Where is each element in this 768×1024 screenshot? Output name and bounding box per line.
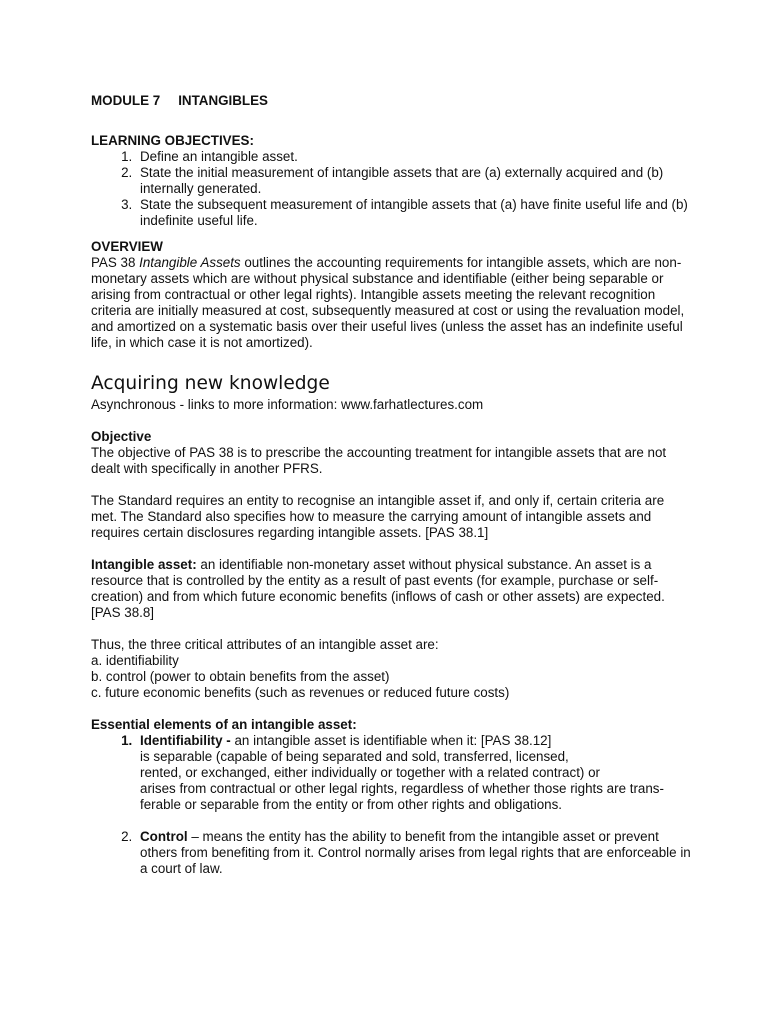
essential-elements-list [91,733,691,877]
objective-item: 1. Define an intangible asset. [136,149,691,165]
overview-section [91,239,691,351]
element-term: Identifiability - [140,733,231,748]
definition-term: Intangible asset: [91,557,197,572]
element-item-control: 2. Control – means the entity has the ability to benefit from the intangible asset or prevent others from benefiting from it. Control normally arises from legal rights that are enforceable in a court of law. [136,829,691,877]
attribute-item: a. identifiability [91,653,179,668]
objective-section [91,429,691,477]
essential-elements-section [91,717,691,877]
learning-objectives-list [91,149,691,229]
document-content [91,93,691,877]
module-name: INTANGIBLES [178,93,268,108]
objective-item: 3. State the subsequent measurement of intangible assets that (a) have finite useful life and (b) indefinite useful life. [136,197,691,229]
standard-name: Intangible Assets [139,255,241,270]
attributes-section [91,637,691,701]
essential-elements-heading: Essential elements of an intangible asset: [91,717,357,732]
module-label: MODULE 7 [91,93,161,108]
objective-item: 2. State the initial measurement of intangible assets that are (a) externally acquired and (b) internally generated. [136,165,691,197]
acquiring-knowledge-heading: Acquiring new knowledge [91,373,330,394]
attributes-intro: Thus, the three critical attributes of an intangible asset are: [91,637,439,652]
objective-heading: Objective [91,429,152,444]
definition-paragraph: Intangible asset: an identifiable non-monetary asset without physical substance. An asset is a resource that is controlled by the entity as a result of past events (for example, purchase or self-creation) and from which future economic benefits (inflows of cash or other assets) are expected. [PAS 38.8] [91,557,665,620]
objective-paragraph: The objective of PAS 38 is to prescribe the accounting treatment for intangible assets that are not dealt with specifically in another PFRS. [91,445,667,476]
links-text: Asynchronous - links to more information: www.farhatlectures.com [91,397,484,412]
standard-paragraph: The Standard requires an entity to recognise an intangible asset if, and only if, certain criteria are met. The Standard also specifies how to measure the carrying amount of intangible assets and requires certain disclosures regarding intangible assets. [PAS 38.1] [91,493,665,540]
overview-heading: OVERVIEW [91,239,163,254]
attribute-item: b. control (power to obtain benefits from the asset) [91,669,390,684]
attribute-item: c. future economic benefits (such as revenues or reduced future costs) [91,685,510,700]
module-title [91,93,691,109]
overview-paragraph: PAS 38 Intangible Assets outlines the accounting requirements for intangible assets, which are non-monetary assets which are without physical substance and identifiable (either being separable or arising from contractual or other legal rights). Intangible assets meeting the relevant recognition criteria are initially measured at cost, subsequently measured at cost or using the revaluation model, and amortized on a systematic basis over their useful lives (unless the asset has an indefinite useful life, in which case it is not amortized). [91,255,685,350]
element-item-identifiability: 1. Identifiability - an intangible asset is identifiable when it: [PAS 38.12] is separable (capable of being separated and sold, transferred, licensed, rented, or exchanged, either individually or together with a related contract) or arises from contractual or other legal rights, regardless of whether those rights are trans- ferable or separable from the entity or from other rights and obligations. [136,733,691,813]
element-term: Control [140,829,188,844]
learning-objectives-heading: LEARNING OBJECTIVES: [91,133,254,148]
